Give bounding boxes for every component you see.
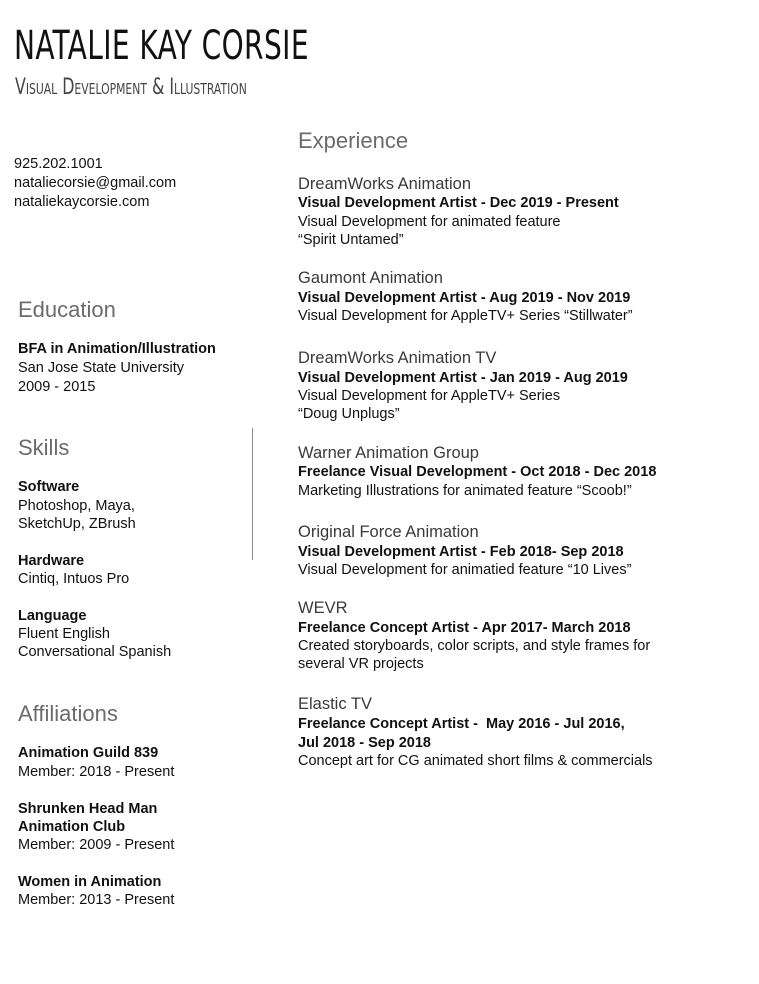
job-company: Gaumont Animation: [298, 269, 443, 287]
education-years: 2009 - 2015: [18, 379, 96, 395]
job-role: Visual Development Artist - Dec 2019 - Present: [298, 195, 619, 211]
skills-group-line: SketchUp, ZBrush: [18, 516, 136, 532]
job-description: Visual Development for AppleTV+ Series “Stillwater”: [298, 308, 633, 324]
job-role: Visual Development Artist - Feb 2018- Sep 2018: [298, 544, 624, 560]
affiliations-heading: Affiliations: [18, 701, 118, 726]
skills-group-line: Cintiq, Intuos Pro: [18, 571, 130, 587]
education-heading: Education: [18, 297, 116, 322]
skills-group-line: Photoshop, Maya,: [18, 498, 135, 514]
job-company: DreamWorks Animation: [298, 175, 472, 193]
affiliation-detail: Member: 2013 - Present: [18, 892, 175, 908]
job-description: Visual Development for animatied feature “10 Lives”: [298, 562, 632, 578]
job-company: Warner Animation Group: [298, 444, 479, 462]
resume-name: NATALIE KAY CORSIE: [14, 23, 309, 69]
skills-group-title: Hardware: [18, 553, 85, 569]
job-company: Elastic TV: [298, 695, 372, 713]
affiliation-title: Animation Club: [18, 819, 126, 835]
job-company: WEVR: [298, 599, 348, 617]
job-description: Concept art for CG animated short films & commercials: [298, 753, 653, 769]
job-role: Freelance Visual Development - Oct 2018 - Dec 2018: [298, 464, 657, 480]
affiliation-detail: Member: 2009 - Present: [18, 837, 175, 853]
job-role: Freelance Concept Artist - May 2016 - Jul 2016,: [298, 716, 625, 732]
job-description: Marketing Illustrations for animated feature “Scoob!”: [298, 483, 632, 499]
affiliation-title: Shrunken Head Man: [18, 801, 158, 817]
job-role: Jul 2018 - Sep 2018: [298, 735, 431, 751]
skills-group-title: Software: [18, 479, 80, 495]
skills-group-line: Fluent English: [18, 626, 110, 642]
affiliation-title: Animation Guild 839: [18, 745, 159, 761]
affiliation-detail: Member: 2018 - Present: [18, 764, 175, 780]
contact-website: nataliekaycorsie.com: [14, 194, 150, 210]
job-role: Visual Development Artist - Jan 2019 - Aug 2019: [298, 370, 628, 386]
education-school: San Jose State University: [18, 360, 185, 376]
contact-phone: 925.202.1001: [14, 156, 103, 172]
skills-heading: Skills: [18, 435, 70, 460]
experience-heading: Experience: [298, 128, 409, 153]
job-company: DreamWorks Animation TV: [298, 349, 497, 367]
job-description: several VR projects: [298, 656, 424, 672]
job-description: Created storyboards, color scripts, and style frames for: [298, 638, 651, 654]
column-divider: [252, 428, 253, 560]
job-company: Original Force Animation: [298, 523, 479, 541]
education-degree: BFA in Animation/Illustration: [18, 341, 216, 357]
job-role: Freelance Concept Artist - Apr 2017- March 2018: [298, 620, 631, 636]
skills-group-title: Language: [18, 608, 87, 624]
resume-tagline: Visual Development & Illustration: [15, 75, 247, 100]
skills-group-line: Conversational Spanish: [18, 644, 172, 660]
job-description: Visual Development for AppleTV+ Series: [298, 388, 561, 404]
contact-email: nataliecorsie@gmail.com: [14, 175, 177, 191]
job-role: Visual Development Artist - Aug 2019 - Nov 2019: [298, 290, 631, 306]
job-description: “Doug Unplugs”: [298, 406, 400, 422]
affiliation-title: Women in Animation: [18, 874, 162, 890]
job-description: “Spirit Untamed”: [298, 232, 404, 248]
job-description: Visual Development for animated feature: [298, 214, 561, 230]
